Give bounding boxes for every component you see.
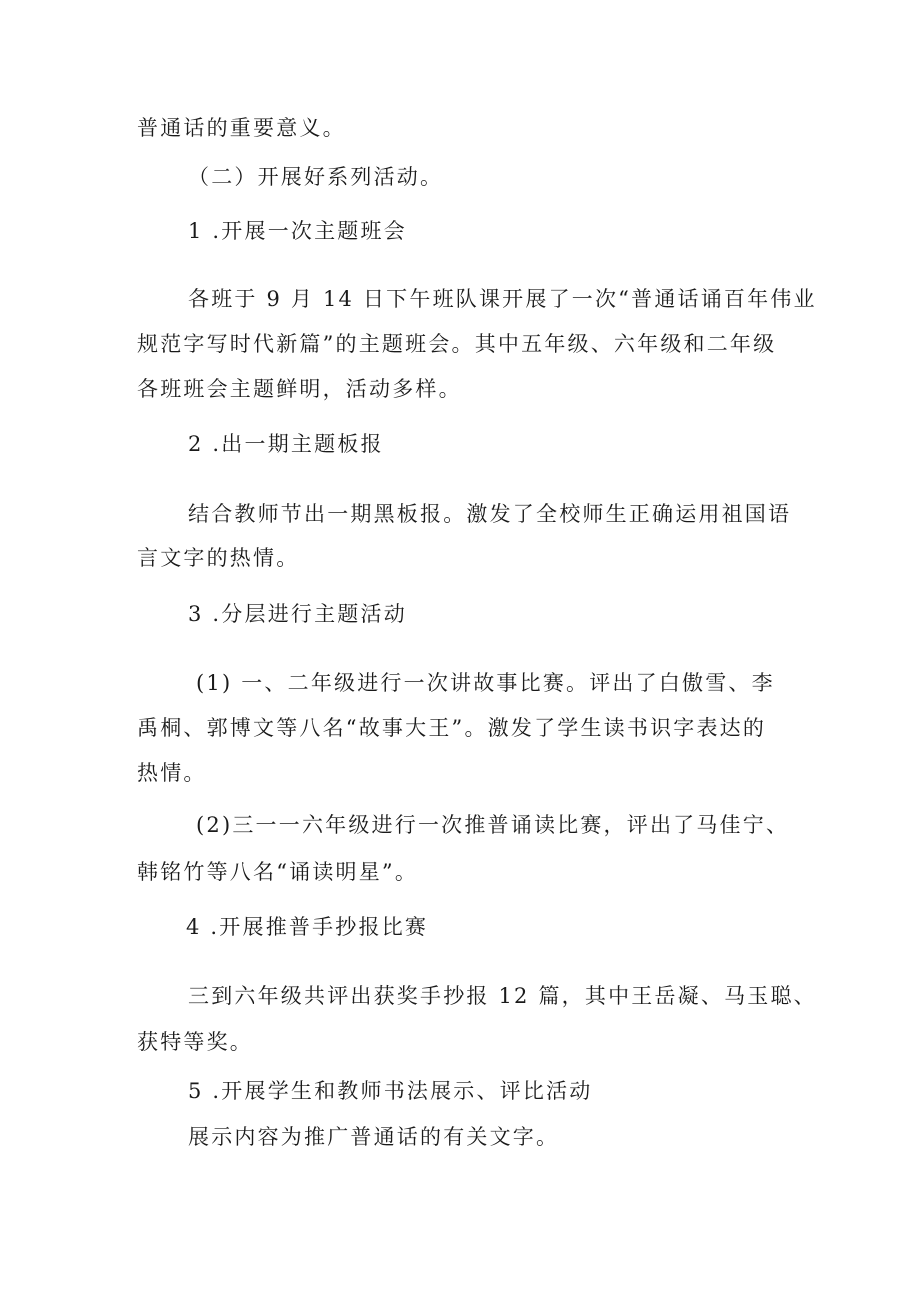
text-line: 热情。 [137,761,207,785]
text-line: 韩铭竹等八名“诵读明星”。 [137,860,419,884]
text-line: (2)三一一六年级进行一次推普诵读比赛，评出了马佳宁、 [196,813,790,837]
text-line: 规范字写时代新篇”的主题班会。其中五年级、六年级和二年级 [137,332,777,356]
item-heading: 4 .开展推普手抄报比赛 [186,915,429,939]
text-line: 获特等奖。 [137,1030,253,1054]
text-line: 禹桐、郭博文等八名“故事大王”。激发了学生读书识字表达的 [137,716,767,740]
section-heading: （二）开展好系列活动。 [188,165,444,189]
text-line: 三到六年级共评出获奖手抄报 12 篇，其中王岳凝、马玉聪、 [188,984,817,1008]
text-line: 结合教师节出一期黑板报。激发了全校师生正确运用祖国语 [188,502,792,526]
text-line: 普通话的重要意义。 [137,116,346,140]
item-heading: 2 .出一期主题板报 [188,432,384,456]
text-line: 各班于 9 月 14 日下午班队课开展了一次“普通话诵百年伟业 [188,287,817,311]
text-line: 各班班会主题鲜明，活动多样。 [137,377,462,401]
item-heading: 3 .分层进行主题活动 [188,602,407,626]
text-line: 言文字的热情。 [137,546,300,570]
text-line: 展示内容为推广普通话的有关文字。 [188,1125,560,1149]
text-line: (1) 一、二年级进行一次讲故事比赛。评出了白傲雪、李 [196,671,775,695]
item-heading: 5 .开展学生和教师书法展示、评比活动 [188,1079,593,1103]
item-heading: 1 .开展一次主题班会 [188,219,407,243]
